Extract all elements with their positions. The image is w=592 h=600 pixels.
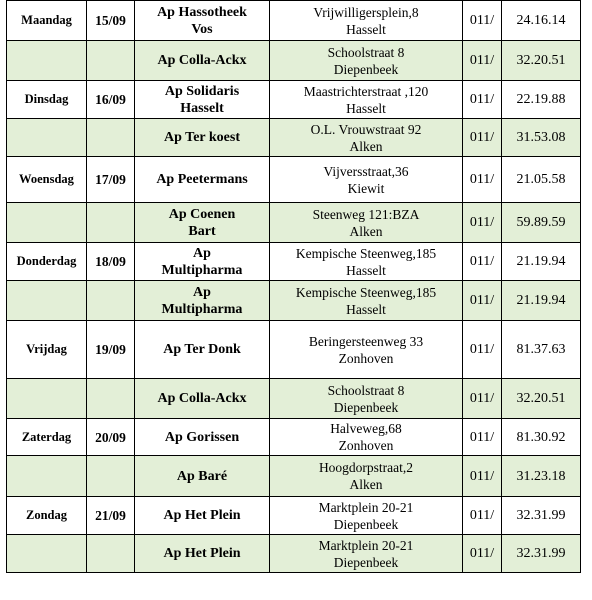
phone-prefix: 011/ (463, 281, 502, 321)
pharmacy-address-line: Hasselt (346, 301, 386, 317)
day-cell (7, 456, 87, 497)
pharmacy-name-line: Ap Peetermans (156, 172, 248, 187)
phone-prefix: 011/ (463, 81, 502, 119)
pharmacy-name-line: Multipharma (161, 262, 243, 278)
phone-prefix: 011/ (463, 456, 502, 497)
pharmacy-name-line: Ap Gorissen (164, 429, 240, 445)
pharmacy-name-line: Ap Het Plein (163, 546, 241, 561)
phone-number: 24.16.14 (502, 1, 581, 41)
pharmacy-name-line: Ap Baré (176, 468, 228, 484)
pharmacy-address (270, 157, 463, 203)
date-cell (87, 535, 135, 573)
pharmacy-address-line: Hasselt (346, 100, 386, 116)
phone-prefix: 011/ (463, 535, 502, 573)
pharmacy-address-line: Vrijwilligersplein,8 (313, 4, 419, 20)
phone-prefix: 011/ (463, 41, 502, 81)
pharmacy-address-line: Kempische Steenweg,185 (295, 284, 437, 300)
pharmacy-address-line: Kempische Steenweg,185 (295, 245, 437, 261)
pharmacy-address-line: Marktplein 20-21 (318, 537, 414, 553)
pharmacy-address (270, 203, 463, 243)
pharmacy-name (135, 379, 270, 419)
day-cell: Vrijdag (7, 321, 87, 379)
pharmacy-name (135, 119, 270, 157)
pharmacy-address (270, 379, 463, 419)
day-cell: Zaterdag (7, 419, 87, 456)
pharmacy-name-line: Hasselt (180, 100, 224, 116)
date-cell: 19/09 (87, 321, 135, 379)
table-row (7, 81, 581, 119)
phone-prefix: 011/ (463, 497, 502, 535)
phone-number: 21.19.94 (502, 281, 581, 321)
phone-number: 22.19.88 (502, 81, 581, 119)
date-cell: 21/09 (87, 497, 135, 535)
pharmacy-address (270, 41, 463, 81)
phone-number: 81.37.63 (502, 321, 581, 379)
phone-prefix: 011/ (463, 1, 502, 41)
table-row (7, 419, 581, 456)
date-cell: 16/09 (87, 81, 135, 119)
phone-number: 31.23.18 (502, 456, 581, 497)
phone-number: 21.19.94 (502, 243, 581, 281)
date-cell (87, 203, 135, 243)
pharmacy-name-line: Ap Solidaris (164, 83, 240, 99)
phone-prefix: 011/ (463, 321, 502, 379)
pharmacy-name-line: Bart (188, 223, 216, 239)
pharmacy-name-line: Ap Colla-Ackx (157, 53, 247, 68)
table-row (7, 157, 581, 203)
pharmacy-name-line: Ap Het Plein (163, 508, 241, 523)
pharmacy-name (135, 535, 270, 573)
phone-number: 21.05.58 (502, 157, 581, 203)
pharmacy-address-line: Diepenbeek (333, 554, 399, 570)
pharmacy-address (270, 281, 463, 321)
pharmacy-address-line: Marktplein 20-21 (318, 499, 414, 515)
phone-prefix: 011/ (463, 119, 502, 157)
phone-prefix: 011/ (463, 157, 502, 203)
pharmacy-address (270, 497, 463, 535)
pharmacy-address-line: O.L. Vrouwstraat 92 (310, 121, 422, 137)
pharmacy-name-line: Vos (191, 21, 213, 37)
date-cell: 20/09 (87, 419, 135, 456)
pharmacy-name (135, 81, 270, 119)
pharmacy-name-line: Ap (193, 284, 211, 300)
table-row (7, 41, 581, 81)
day-cell: Woensdag (7, 157, 87, 203)
phone-prefix: 011/ (463, 419, 502, 456)
day-cell: Dinsdag (7, 81, 87, 119)
pharmacy-address (270, 535, 463, 573)
date-cell (87, 41, 135, 81)
day-cell (7, 379, 87, 419)
pharmacy-name (135, 456, 270, 497)
pharmacy-address-line: Alken (349, 477, 383, 492)
phone-number: 31.53.08 (502, 119, 581, 157)
day-cell: Donderdag (7, 243, 87, 281)
phone-number: 59.89.59 (502, 203, 581, 243)
date-cell (87, 119, 135, 157)
pharmacy-address (270, 81, 463, 119)
pharmacy-address-line: Kiewit (347, 180, 385, 196)
pharmacy-name-line: Ap Coenen (168, 206, 236, 222)
phone-number: 32.31.99 (502, 497, 581, 535)
pharmacy-address (270, 119, 463, 157)
pharmacy-name (135, 243, 270, 281)
pharmacy-name-line: Ap Ter Donk (163, 342, 241, 357)
pharmacy-name (135, 157, 270, 203)
table-row (7, 1, 581, 41)
pharmacy-address-line: Hoogdorpstraat,2 (318, 460, 414, 475)
pharmacy-name (135, 321, 270, 379)
phone-number: 32.20.51 (502, 379, 581, 419)
phone-number: 32.20.51 (502, 41, 581, 81)
day-cell: Maandag (7, 1, 87, 41)
pharmacy-address-line: Zonhoven (338, 350, 394, 366)
table-row (7, 497, 581, 535)
pharmacy-address-line: Maastrichterstraat ,120 (303, 83, 429, 99)
table-row (7, 281, 581, 321)
day-cell (7, 281, 87, 321)
pharmacy-name-line: Ap Ter koest (164, 130, 240, 145)
pharmacy-address-line: Diepenbeek (333, 516, 399, 532)
pharmacy-name-line: Ap Colla-Ackx (157, 391, 247, 406)
day-cell: Zondag (7, 497, 87, 535)
pharmacy-address-line: Hasselt (346, 262, 386, 278)
pharmacy-address (270, 1, 463, 41)
day-cell (7, 119, 87, 157)
day-cell (7, 203, 87, 243)
pharmacy-address-line: Alken (349, 223, 383, 239)
pharmacy-address-line: Halveweg,68 (330, 421, 402, 436)
pharmacy-address-line: Schoolstraat 8 (327, 382, 405, 398)
pharmacy-address-line: Beringersteenweg 33 (308, 333, 424, 349)
pharmacy-name (135, 281, 270, 321)
pharmacy-address-line: Hasselt (346, 21, 386, 37)
pharmacy-address (270, 419, 463, 456)
pharmacy-address-line: Diepenbeek (333, 399, 399, 415)
schedule-rows (7, 1, 581, 573)
table-row (7, 203, 581, 243)
phone-number: 81.30.92 (502, 419, 581, 456)
pharmacy-name (135, 1, 270, 41)
table-row (7, 379, 581, 419)
phone-prefix: 011/ (463, 243, 502, 281)
pharmacy-name (135, 497, 270, 535)
pharmacy-name (135, 203, 270, 243)
phone-prefix: 011/ (463, 379, 502, 419)
date-cell (87, 456, 135, 497)
table-row (7, 119, 581, 157)
date-cell (87, 281, 135, 321)
pharmacy-address-line: Vijversstraat,36 (323, 163, 409, 179)
pharmacy-address-line: Alken (349, 138, 383, 154)
pharmacy-address-line: Schoolstraat 8 (327, 44, 405, 60)
pharmacy-schedule-table (6, 0, 581, 573)
pharmacy-address (270, 321, 463, 379)
pharmacy-name-line: Multipharma (161, 301, 243, 317)
day-cell (7, 535, 87, 573)
phone-number: 32.31.99 (502, 535, 581, 573)
pharmacy-address (270, 456, 463, 497)
pharmacy-address-line: Diepenbeek (333, 61, 399, 77)
phone-prefix: 011/ (463, 203, 502, 243)
pharmacy-address (270, 243, 463, 281)
date-cell: 17/09 (87, 157, 135, 203)
table-row (7, 456, 581, 497)
pharmacy-name-line: Ap (193, 245, 211, 261)
pharmacy-name (135, 41, 270, 81)
pharmacy-address-line: Zonhoven (338, 438, 394, 453)
pharmacy-name-line: Ap Hassotheek (157, 4, 247, 20)
pharmacy-address-line: Steenweg 121:BZA (312, 206, 420, 222)
day-cell (7, 41, 87, 81)
table-row (7, 243, 581, 281)
table-row (7, 321, 581, 379)
date-cell: 18/09 (87, 243, 135, 281)
table-row (7, 535, 581, 573)
date-cell (87, 379, 135, 419)
pharmacy-name (135, 419, 270, 456)
date-cell: 15/09 (87, 1, 135, 41)
